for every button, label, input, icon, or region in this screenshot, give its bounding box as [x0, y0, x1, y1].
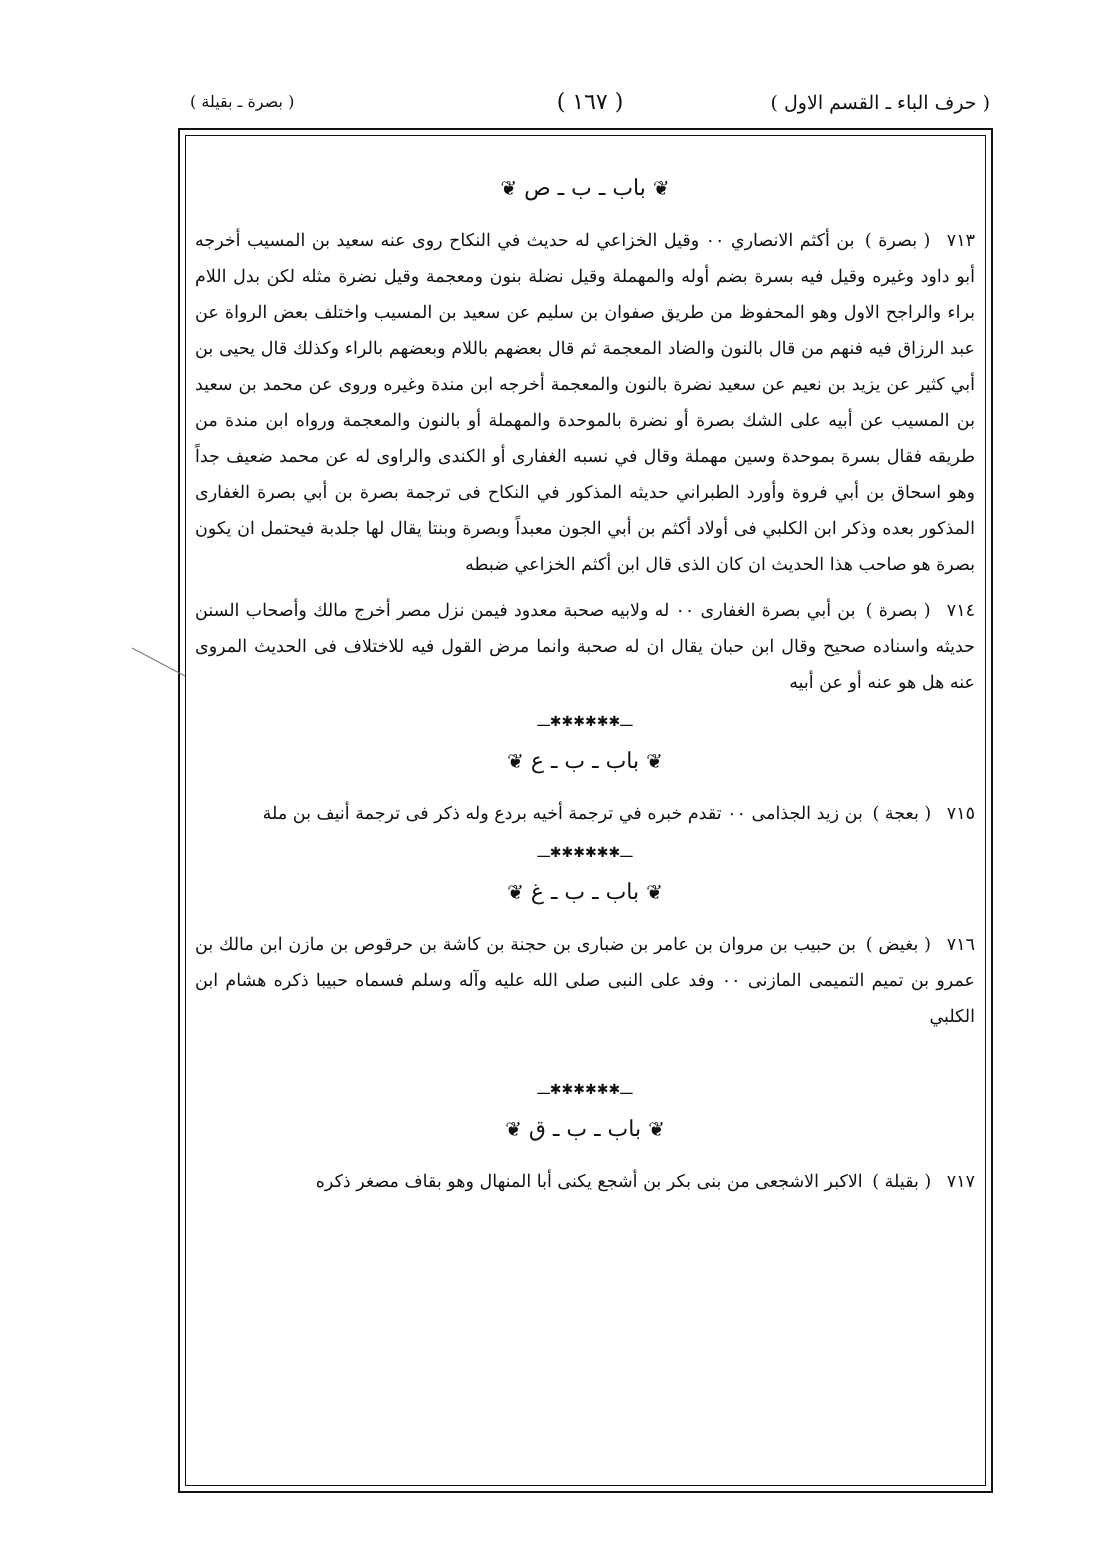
ornament-icon: ❦ — [507, 749, 524, 773]
entry — [195, 223, 975, 583]
entry-name: ( بصرة ) — [865, 601, 931, 621]
spacer — [195, 1045, 975, 1075]
divider-ornament: ـــ✱✱✱✱✱✱ـــ — [537, 1082, 633, 1098]
ornament-icon: ❦ — [505, 1117, 522, 1141]
entry-name: ( بغيض ) — [865, 935, 931, 955]
entry-number: ٧١٥ — [946, 804, 975, 824]
ornament-icon: ❦ — [652, 176, 670, 200]
entry-number: ٧١٤ — [946, 601, 975, 621]
entry — [195, 796, 975, 832]
ornament-icon: ❦ — [646, 880, 663, 904]
entry-text: بن أبي بصرة الغفارى ٠٠ له ولابيه صحبة معدود فيمن نزل مصر أخرج مالك وأصحاب السنن حديثه واسناده صحيح وقال ابن حبان يقال ان له صحبة وانما مرض القول فيه للاختلاف فى الحديث المروى عنه هل هو عنه أو عن أبيه — [195, 601, 975, 693]
entry-text: بن أكثم الانصاري ٠٠ وقيل الخزاعي له حديث في النكاح روى عنه سعيد بن المسيب أخرجه أبو داود وغيره وقيل فيه بسرة بضم أوله والمهملة وقيل نضلة بنون ومعجمة وقيل نضرة مثله لكن بدل اللام براء والراجح الاول وهو المحفوظ من طريق صفوان بن سليم عن سعيد بن المسيب واختلف بعض الرواة عن عبد الرزاق فيه فنهم من قال بالنون والضاد المعجمة ثم قال بعضهم باللام وبعضهم بالراء وكذلك قال يحيى بن أبي كثير عن يزيد بن نعيم عن سعيد نضرة بالنون والمعجمة أخرجه ابن مندة وغيره وروى عن محمد بن سعيد بن المسيب عن أبيه على الشك بصرة أو نضرة بالموحدة والمهملة أو بالنون والمعجمة ورواه ابن مندة من طريقه فقال بسرة بموحدة وسين مهملة وقال في نسبه الغفارى أو الكندى والراوى له عن محمد ضعيف جداً وهو اسحاق بن أبي فروة وأورد الطبراني حديثه المذكور في النكاح فى ترجمة بصرة بن أبي بصرة الغفارى المذكور بعده وذكر ابن الكلبي فى أولاد أكثم بن أبي الجون معبداً وبصرة وبنتا يقال لها جلدبة فيحتمل ان يكون بصرة هو صاحب هذا الحديث ان كان الذى قال ابن أكثم الخزاعي ضبطه — [195, 231, 975, 575]
entry-text: الاكبر الاشجعى من بنى بكر بن أشجع يكنى أبا المنهال وهو بقاف مصغر ذكره — [315, 1172, 863, 1192]
ornament-icon: ❦ — [507, 880, 524, 904]
section-heading — [195, 741, 975, 782]
entry-number: ٧١٧ — [946, 1172, 975, 1192]
entry — [195, 593, 975, 701]
section-title: باب ـ ب ـ ص — [524, 176, 646, 201]
divider-ornament: ـــ✱✱✱✱✱✱ـــ — [537, 845, 633, 861]
entry-name: ( بعجة ) — [872, 804, 932, 824]
entry — [195, 927, 975, 1035]
entry-name: ( بصرة ) — [864, 231, 931, 251]
section-heading — [195, 168, 975, 209]
section-heading — [195, 872, 975, 913]
header-chapter: ( حرف الباء ـ القسم الاول ) — [770, 92, 990, 114]
divider-ornament: ـــ✱✱✱✱✱✱ـــ — [537, 714, 633, 730]
ornament-icon: ❦ — [648, 1117, 665, 1141]
section-title: باب ـ ب ـ ع — [530, 749, 640, 774]
entry — [195, 1164, 975, 1200]
ornament-icon: ❦ — [646, 749, 663, 773]
page-header — [190, 88, 990, 128]
ornament-icon: ❦ — [500, 176, 518, 200]
page-number: ( ١٦٧ ) — [556, 90, 624, 115]
page-content — [195, 160, 975, 1210]
entry-text: بن حبيب بن مروان بن عامر بن ضبارى بن حجنة بن كاشة بن حرقوص بن مازن ابن مالك بن عمرو بن تميم التميمى المازنى ٠٠ وفد على النبى صلى الله عليه وآله وسلم فسماه حبيبا ذكره هشام ابن الكلبي — [195, 935, 976, 1027]
entry-name: ( بقيلة ) — [872, 1172, 932, 1192]
margin-pencil-mark — [130, 640, 190, 680]
entry-number: ٧١٣ — [946, 231, 975, 251]
section-title: باب ـ ب ـ غ — [530, 880, 640, 905]
entry-text: بن زيد الجذامى ٠٠ تقدم خبره في ترجمة أخيه بردع وله ذكر فى ترجمة أنيف بن ملة — [262, 804, 863, 824]
entry-number: ٧١٦ — [946, 935, 975, 955]
section-title: باب ـ ب ـ ق — [528, 1117, 642, 1142]
section-heading — [195, 1109, 975, 1150]
header-entries-range: ( بصرة ـ بقيلة ) — [190, 92, 295, 111]
